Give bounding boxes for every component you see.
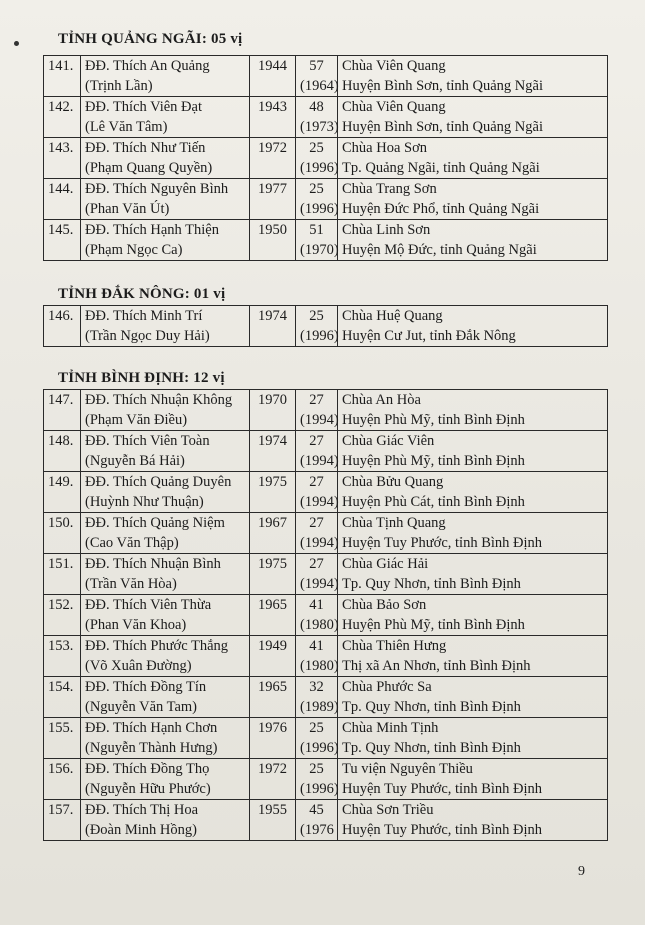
- dharma-name: ĐĐ. Thích Đồng Thọ: [85, 761, 210, 777]
- birth-year-cell: [250, 97, 296, 138]
- row-number-cell: [44, 56, 81, 97]
- row-number-cell: [44, 718, 81, 759]
- birth-year-cell: [250, 306, 296, 347]
- ordination-year: (1994): [300, 412, 339, 428]
- table-row: [44, 220, 608, 261]
- temple-name: Chùa Minh Tịnh: [342, 720, 439, 736]
- name-cell: [81, 306, 250, 347]
- dharma-name: ĐĐ. Thích An Quảng: [85, 58, 210, 74]
- dharma-name: ĐĐ. Thích Hạnh Chơn: [85, 720, 218, 736]
- table-row: [44, 718, 608, 759]
- ordination-year: (1964): [300, 78, 339, 94]
- place-cell: [338, 759, 608, 800]
- place-cell: [338, 220, 608, 261]
- row-number-cell: [44, 759, 81, 800]
- age-cell: [296, 220, 338, 261]
- ordination-year: (1980): [300, 617, 339, 633]
- lay-name: (Nguyễn Văn Tam): [85, 699, 198, 715]
- lay-name: (Phạm Ngọc Ca): [85, 242, 183, 258]
- birth-year-cell: [250, 636, 296, 677]
- ordination-year: (1996): [300, 328, 339, 344]
- name-cell: [81, 390, 250, 431]
- age-cell: [296, 800, 338, 841]
- temple-location: Huyện Bình Sơn, tỉnh Quảng Ngãi: [342, 78, 543, 94]
- birth-year: 1974: [258, 433, 287, 449]
- table-row: [44, 677, 608, 718]
- table-row: [44, 56, 608, 97]
- age-value: 27: [309, 515, 324, 531]
- age-value: 32: [309, 679, 324, 695]
- age-cell: [296, 718, 338, 759]
- section-title-quang-ngai: TỈNH QUẢNG NGÃI: 05 vị: [58, 31, 243, 47]
- birth-year: 1972: [258, 761, 287, 777]
- place-cell: [338, 97, 608, 138]
- dharma-name: ĐĐ. Thích Phước Thắng: [85, 638, 229, 654]
- temple-location: Huyện Phù Cát, tỉnh Bình Định: [342, 494, 525, 510]
- row-number: 148.: [48, 433, 74, 449]
- table-binh-dinh: [43, 389, 608, 841]
- birth-year: 1965: [258, 597, 287, 613]
- age-value: 45: [309, 802, 324, 818]
- row-number: 142.: [48, 99, 74, 115]
- name-cell: [81, 472, 250, 513]
- lay-name: (Trần Ngọc Duy Hải): [85, 328, 210, 344]
- row-number: 149.: [48, 474, 74, 490]
- age-value: 57: [309, 58, 324, 74]
- lay-name: (Võ Xuân Đường): [85, 658, 192, 674]
- table-row: [44, 472, 608, 513]
- temple-location: Tp. Quy Nhơn, tỉnh Bình Định: [342, 576, 521, 592]
- age-cell: [296, 677, 338, 718]
- row-number: 151.: [48, 556, 74, 572]
- birth-year: 1972: [258, 140, 287, 156]
- temple-name: Chùa Tịnh Quang: [342, 515, 446, 531]
- name-cell: [81, 800, 250, 841]
- age-value: 25: [309, 761, 324, 777]
- table-row: [44, 390, 608, 431]
- lay-name: (Phan Văn Khoa): [85, 617, 187, 633]
- age-cell: [296, 513, 338, 554]
- row-number: 143.: [48, 140, 74, 156]
- birth-year-cell: [250, 513, 296, 554]
- row-number-cell: [44, 513, 81, 554]
- row-number: 153.: [48, 638, 74, 654]
- ordination-year: (1996): [300, 201, 339, 217]
- age-value: 25: [309, 308, 324, 324]
- birth-year: 1970: [258, 392, 287, 408]
- table-row: [44, 759, 608, 800]
- row-number: 154.: [48, 679, 74, 695]
- temple-location: Huyện Tuy Phước, tỉnh Bình Định: [342, 822, 543, 838]
- name-cell: [81, 97, 250, 138]
- birth-year: 1950: [258, 222, 287, 238]
- temple-name: Chùa Huệ Quang: [342, 308, 443, 324]
- age-value: 27: [309, 474, 324, 490]
- birth-year: 1977: [258, 181, 287, 197]
- lay-name: (Phạm Quang Quyền): [85, 160, 213, 176]
- name-cell: [81, 595, 250, 636]
- birth-year: 1949: [258, 638, 287, 654]
- place-cell: [338, 472, 608, 513]
- place-cell: [338, 179, 608, 220]
- name-cell: [81, 138, 250, 179]
- birth-year: 1976: [258, 720, 287, 736]
- row-number-cell: [44, 472, 81, 513]
- row-number-cell: [44, 390, 81, 431]
- age-cell: [296, 759, 338, 800]
- ordination-year: (1989): [300, 699, 339, 715]
- table-row: [44, 97, 608, 138]
- dharma-name: ĐĐ. Thích Minh Trí: [85, 308, 203, 324]
- bullet-dot: [14, 41, 19, 46]
- lay-name: (Phan Văn Út): [85, 201, 170, 217]
- temple-name: Chùa Viên Quang: [342, 99, 446, 115]
- row-number-cell: [44, 97, 81, 138]
- table-row: [44, 431, 608, 472]
- birth-year: 1955: [258, 802, 287, 818]
- ordination-year: (1976: [300, 822, 334, 838]
- row-number-cell: [44, 179, 81, 220]
- place-cell: [338, 636, 608, 677]
- birth-year-cell: [250, 554, 296, 595]
- temple-location: Tp. Quảng Ngãi, tỉnh Quảng Ngãi: [342, 160, 540, 176]
- temple-location: Huyện Bình Sơn, tỉnh Quảng Ngãi: [342, 119, 543, 135]
- table-row: [44, 636, 608, 677]
- row-number: 155.: [48, 720, 74, 736]
- temple-location: Huyện Cư Jut, tỉnh Đắk Nông: [342, 328, 516, 344]
- age-cell: [296, 554, 338, 595]
- temple-name: Chùa Trang Sơn: [342, 181, 437, 197]
- temple-name: Tu viện Nguyên Thiều: [342, 761, 473, 777]
- name-cell: [81, 513, 250, 554]
- age-value: 51: [309, 222, 324, 238]
- temple-location: Tp. Quy Nhơn, tỉnh Bình Định: [342, 699, 521, 715]
- row-number: 152.: [48, 597, 74, 613]
- dharma-name: ĐĐ. Thích Viên Toàn: [85, 433, 210, 449]
- ordination-year: (1996): [300, 781, 339, 797]
- ordination-year: (1970): [300, 242, 339, 258]
- ordination-year: (1994): [300, 576, 339, 592]
- row-number: 156.: [48, 761, 74, 777]
- age-cell: [296, 595, 338, 636]
- name-cell: [81, 179, 250, 220]
- birth-year: 1967: [258, 515, 287, 531]
- table-row: [44, 595, 608, 636]
- birth-year: 1943: [258, 99, 287, 115]
- temple-location: Huyện Tuy Phước, tỉnh Bình Định: [342, 781, 543, 797]
- name-cell: [81, 431, 250, 472]
- ordination-year: (1994): [300, 494, 339, 510]
- temple-name: Chùa Sơn Triều: [342, 802, 434, 818]
- dharma-name: ĐĐ. Thích Nhuận Bình: [85, 556, 221, 572]
- age-cell: [296, 179, 338, 220]
- temple-name: Chùa Linh Sơn: [342, 222, 431, 238]
- age-cell: [296, 97, 338, 138]
- name-cell: [81, 220, 250, 261]
- lay-name: (Đoàn Minh Hồng): [85, 822, 197, 838]
- place-cell: [338, 390, 608, 431]
- dharma-name: ĐĐ. Thích Viên Thừa: [85, 597, 212, 613]
- name-cell: [81, 677, 250, 718]
- name-cell: [81, 56, 250, 97]
- birth-year-cell: [250, 431, 296, 472]
- row-number-cell: [44, 431, 81, 472]
- lay-name: (Phạm Văn Điều): [85, 412, 188, 428]
- ordination-year: (1980): [300, 658, 339, 674]
- name-cell: [81, 759, 250, 800]
- ordination-year: (1973): [300, 119, 339, 135]
- age-value: 25: [309, 181, 324, 197]
- name-cell: [81, 554, 250, 595]
- birth-year: 1944: [258, 58, 287, 74]
- dharma-name: ĐĐ. Thích Nhuận Không: [85, 392, 233, 408]
- birth-year-cell: [250, 138, 296, 179]
- birth-year-cell: [250, 800, 296, 841]
- temple-location: Tp. Quy Nhơn, tỉnh Bình Định: [342, 740, 521, 756]
- birth-year: 1975: [258, 474, 287, 490]
- age-cell: [296, 390, 338, 431]
- age-value: 27: [309, 392, 324, 408]
- temple-location: Huyện Phù Mỹ, tỉnh Bình Định: [342, 617, 525, 633]
- place-cell: [338, 306, 608, 347]
- row-number: 147.: [48, 392, 74, 408]
- age-value: 25: [309, 720, 324, 736]
- birth-year-cell: [250, 677, 296, 718]
- table-row: [44, 306, 608, 347]
- table-row: [44, 554, 608, 595]
- table-quang-ngai: [43, 55, 608, 261]
- row-number-cell: [44, 595, 81, 636]
- ordination-year: (1996): [300, 160, 339, 176]
- row-number-cell: [44, 554, 81, 595]
- age-value: 41: [309, 597, 324, 613]
- row-number-cell: [44, 800, 81, 841]
- birth-year-cell: [250, 472, 296, 513]
- age-cell: [296, 56, 338, 97]
- place-cell: [338, 800, 608, 841]
- table-row: [44, 800, 608, 841]
- row-number-cell: [44, 636, 81, 677]
- birth-year: 1975: [258, 556, 287, 572]
- age-value: 48: [309, 99, 324, 115]
- age-cell: [296, 636, 338, 677]
- row-number: 157.: [48, 802, 74, 818]
- age-cell: [296, 472, 338, 513]
- age-value: 41: [309, 638, 324, 654]
- place-cell: [338, 431, 608, 472]
- temple-name: Chùa Bửu Quang: [342, 474, 444, 490]
- birth-year-cell: [250, 759, 296, 800]
- ordination-year: (1994): [300, 453, 339, 469]
- temple-name: Chùa An Hòa: [342, 392, 421, 408]
- row-number-cell: [44, 220, 81, 261]
- birth-year-cell: [250, 595, 296, 636]
- temple-name: Chùa Viên Quang: [342, 58, 446, 74]
- temple-location: Thị xã An Nhơn, tỉnh Bình Định: [342, 658, 531, 674]
- birth-year: 1965: [258, 679, 287, 695]
- lay-name: (Nguyễn Bá Hải): [85, 453, 185, 469]
- name-cell: [81, 718, 250, 759]
- name-cell: [81, 636, 250, 677]
- birth-year-cell: [250, 56, 296, 97]
- temple-location: Huyện Phù Mỹ, tỉnh Bình Định: [342, 412, 525, 428]
- lay-name: (Cao Văn Thập): [85, 535, 179, 551]
- dharma-name: ĐĐ. Thích Quảng Niệm: [85, 515, 225, 531]
- lay-name: (Trần Văn Hòa): [85, 576, 177, 592]
- temple-location: Huyện Mộ Đức, tỉnh Quảng Ngãi: [342, 242, 537, 258]
- page-number: 9: [578, 864, 585, 879]
- ordination-year: (1994): [300, 535, 339, 551]
- temple-name: Chùa Hoa Sơn: [342, 140, 427, 156]
- age-cell: [296, 138, 338, 179]
- birth-year-cell: [250, 220, 296, 261]
- dharma-name: ĐĐ. Thích Thị Hoa: [85, 802, 199, 818]
- lay-name: (Lê Văn Tâm): [85, 119, 168, 135]
- temple-name: Chùa Thiên Hưng: [342, 638, 447, 654]
- age-cell: [296, 431, 338, 472]
- temple-name: Chùa Giác Viên: [342, 433, 435, 449]
- temple-location: Huyện Đức Phổ, tỉnh Quảng Ngãi: [342, 201, 540, 217]
- temple-name: Chùa Bảo Sơn: [342, 597, 427, 613]
- age-cell: [296, 306, 338, 347]
- age-value: 27: [309, 556, 324, 572]
- section-title-binh-dinh: TỈNH BÌNH ĐỊNH: 12 vị: [58, 370, 225, 386]
- place-cell: [338, 677, 608, 718]
- place-cell: [338, 513, 608, 554]
- lay-name: (Nguyễn Hữu Phước): [85, 781, 211, 797]
- table-row: [44, 513, 608, 554]
- dharma-name: ĐĐ. Thích Quảng Duyên: [85, 474, 232, 490]
- section-title-dak-nong: TỈNH ĐẮK NÔNG: 01 vị: [58, 286, 226, 302]
- age-value: 27: [309, 433, 324, 449]
- birth-year-cell: [250, 718, 296, 759]
- row-number: 144.: [48, 181, 74, 197]
- dharma-name: ĐĐ. Thích Viên Đạt: [85, 99, 202, 115]
- birth-year-cell: [250, 179, 296, 220]
- ordination-year: (1996): [300, 740, 339, 756]
- birth-year-cell: [250, 390, 296, 431]
- place-cell: [338, 554, 608, 595]
- place-cell: [338, 138, 608, 179]
- place-cell: [338, 595, 608, 636]
- temple-name: Chùa Giác Hải: [342, 556, 429, 572]
- dharma-name: ĐĐ. Thích Hạnh Thiện: [85, 222, 219, 238]
- temple-location: Huyện Tuy Phước, tỉnh Bình Định: [342, 535, 543, 551]
- lay-name: (Trịnh Lần): [85, 78, 153, 94]
- lay-name: (Huỳnh Như Thuận): [85, 494, 204, 510]
- place-cell: [338, 718, 608, 759]
- table-dak-nong: [43, 305, 608, 347]
- table-row: [44, 179, 608, 220]
- row-number-cell: [44, 306, 81, 347]
- age-value: 25: [309, 140, 324, 156]
- lay-name: (Nguyễn Thành Hưng): [85, 740, 218, 756]
- temple-location: Huyện Phù Mỹ, tỉnh Bình Định: [342, 453, 525, 469]
- dharma-name: ĐĐ. Thích Nguyên Bình: [85, 181, 229, 197]
- place-cell: [338, 56, 608, 97]
- row-number: 150.: [48, 515, 74, 531]
- row-number: 145.: [48, 222, 74, 238]
- temple-name: Chùa Phước Sa: [342, 679, 432, 695]
- birth-year: 1974: [258, 308, 287, 324]
- table-row: [44, 138, 608, 179]
- row-number: 146.: [48, 308, 74, 324]
- dharma-name: ĐĐ. Thích Như Tiến: [85, 140, 206, 156]
- row-number-cell: [44, 677, 81, 718]
- row-number-cell: [44, 138, 81, 179]
- row-number: 141.: [48, 58, 74, 74]
- dharma-name: ĐĐ. Thích Đồng Tín: [85, 679, 207, 695]
